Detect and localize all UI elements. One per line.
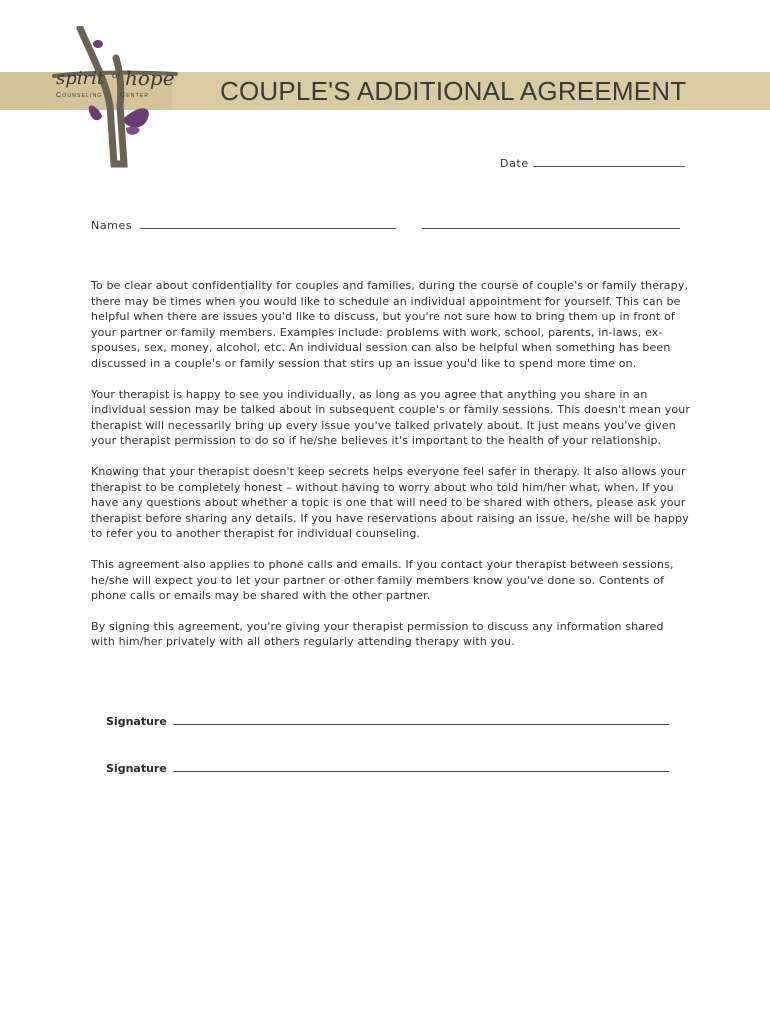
agreement-body <box>91 278 691 665</box>
paragraph: Your therapist is happy to see you individually, as long as you agree that anything you share in an individual session may be talked about in subsequent couple's or family sessions. This doesn't mean your therapist will necessarily bring up every issue you've talked privately about. It just means you've given your therapist permission to do so if he/she believes it's important to the health of your relationship. <box>91 387 691 448</box>
signature-field-2 <box>106 761 669 775</box>
date-input-line[interactable] <box>533 156 685 167</box>
paragraph: To be clear about confidentiality for couples and families, during the course of couple's or family therapy, there may be times when you would like to schedule an individual appointment for yourself. This can be helpful when there are issues you'd like to discuss, but you're not sure how to bring them up in front of your partner or family members. Examples include: problems with work, school, parents, in-laws, ex-spouses, sex, money, alcohol, etc. An individual session can also be helpful when something has been discussed in a couple's or family session that stirs up an issue you'd like to spend more time on. <box>91 279 689 370</box>
logo-center-text: Center <box>120 92 150 99</box>
paragraph: By signing this agreement, you're giving your therapist permission to discuss any information shared with him/her privately with all others regularly attending therapy with you. <box>91 619 664 649</box>
name-1-input-line[interactable] <box>140 218 396 229</box>
paragraph: Knowing that your therapist doesn't keep secrets helps everyone feel safer in therapy. It also allows your therapist to be completely honest – without having to worry about who told him/her what, when. If you have any questions about whether a topic is one that will need to be shared with others, please ask your therapist before sharing any details. If you have reservations about raising an issue, he/she will be happy to refer you to another therapist for individual counseling. <box>91 464 689 541</box>
signature-label: Signature <box>106 715 167 728</box>
logo-hope-text: hope <box>125 66 175 90</box>
logo-of-text: of <box>112 71 121 81</box>
date-label: Date <box>500 157 529 170</box>
names-field <box>91 218 680 232</box>
paragraph: This agreement also applies to phone calls and emails. If you contact your therapist between sessions, he/she will expect you to let your partner or other family members know you've done so. Contents of phone calls or emails may be shared with the other partner. <box>91 557 674 603</box>
date-field <box>500 156 685 170</box>
logo-wordmark <box>54 68 174 108</box>
signature-field-1 <box>106 714 669 728</box>
page-title: COUPLE'S ADDITIONAL AGREEMENT <box>220 76 687 106</box>
names-label: Names <box>91 219 133 232</box>
logo-counseling-text: Counseling <box>56 92 103 99</box>
signature-2-input-line[interactable] <box>173 761 669 772</box>
name-2-input-line[interactable] <box>422 218 680 229</box>
logo-subtitle <box>56 92 150 99</box>
signature-1-input-line[interactable] <box>173 714 669 725</box>
logo-spirit-text: spirit <box>56 68 105 89</box>
signature-label: Signature <box>106 762 167 775</box>
